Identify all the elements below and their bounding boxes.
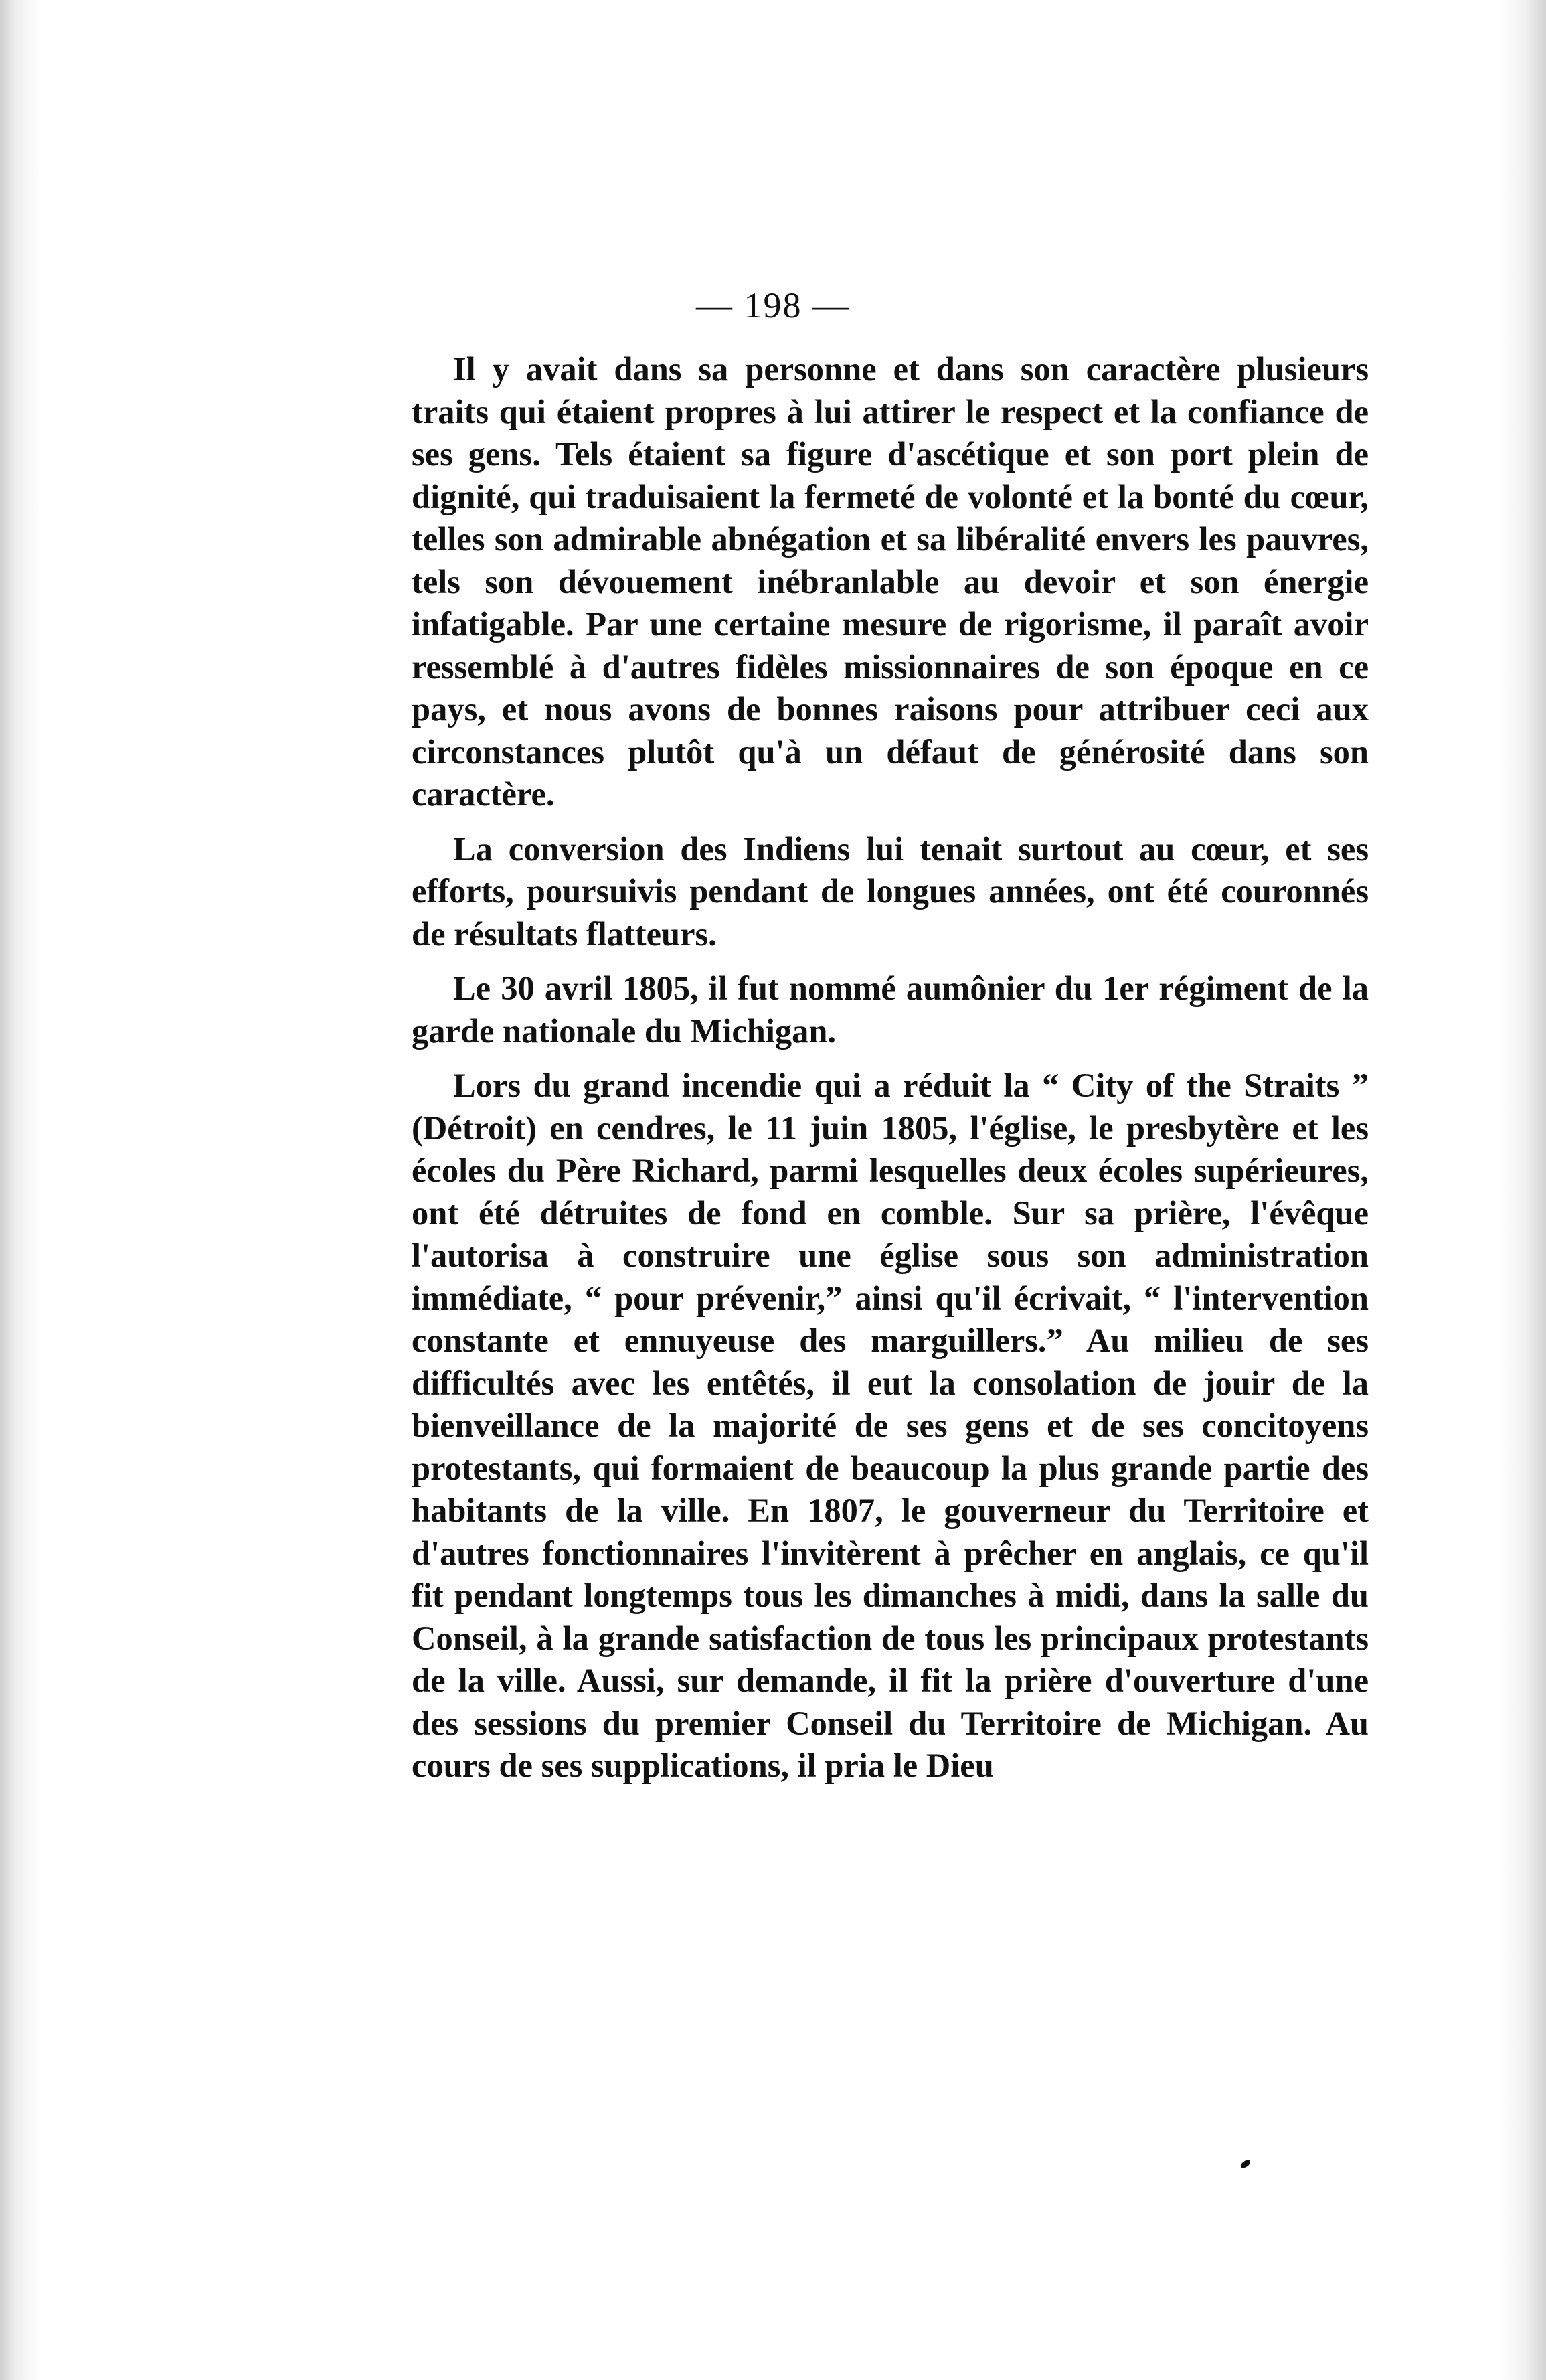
paragraph-chaplain-appointment: Le 30 avril 1805, il fut nommé aumônier du 1er régiment de la garde nationale du Michigan. <box>412 969 1369 1050</box>
ink-speck <box>1239 2158 1252 2170</box>
scan-edge-right <box>1499 0 1546 2380</box>
paragraph-indian-conversion: La conversion des Indiens lui tenait surtout au cœur, et ses efforts, poursuivis pendant de longues années, ont été couronnés de résultats flatteurs. <box>412 829 1369 953</box>
paragraph-character: Il y avait dans sa personne et dans son caractère plusieurs traits qui étaient propres à lui attirer le respect et la confiance de ses gens. Tels étaient sa figure d'ascétique et son port plein de dignité, qui traduisaient la fermeté de volonté et la bonté du cœur, telles son admirable abnégation et sa libéralité envers les pauvres, tels son dévouement inébranlable au devoir et son énergie infatigable. Par une certaine mesure de rigorisme, il paraît avoir ressemblé à d'autres fidèles missionnaires de son époque en ce pays, et nous avons de bonnes raisons pour attribuer ceci aux circonstances plutôt qu'à un défaut de générosité dans son caractère. <box>412 350 1369 813</box>
scan-edge-left <box>0 0 40 2380</box>
paragraph-great-fire: Lors du grand incendie qui a réduit la “ City of the Straits ” (Détroit) en cendres, le 11 juin 1805, l'église, le presbytère et les écoles du Père Richard, parmi lesquelles deux écoles supérieures, ont été détruites de fond en comble. Sur sa prière, l'évêque l'autorisa à construire une église sous son administration immédiate, “ pour prévenir,” ainsi qu'il écrivait, “ l'intervention constante et ennuyeuse des marguillers.” Au milieu de ses difficultés avec les entêtés, il eut la consolation de jouir de la bienveillance de la majorité de ses gens et de ses concitoyens protestants, qui formaient de beaucoup la plus grande partie des habitants de la ville. En 1807, le gouverneur du Territoire et d'autres fonctionnaires l'invitèrent à prêcher en anglais, ce qu'il fit pendant longtemps tous les dimanches à midi, dans la salle du Conseil, à la grande satisfaction de tous les principaux protestants de la ville. Aussi, sur demande, il fit la prière d'ouverture d'une des sessions du premier Conseil du Territoire de Michigan. Au cours de ses supplications, il pria le Dieu <box>412 1066 1369 1784</box>
page-body <box>412 348 1369 1800</box>
page-number: — 198 — <box>696 285 850 325</box>
